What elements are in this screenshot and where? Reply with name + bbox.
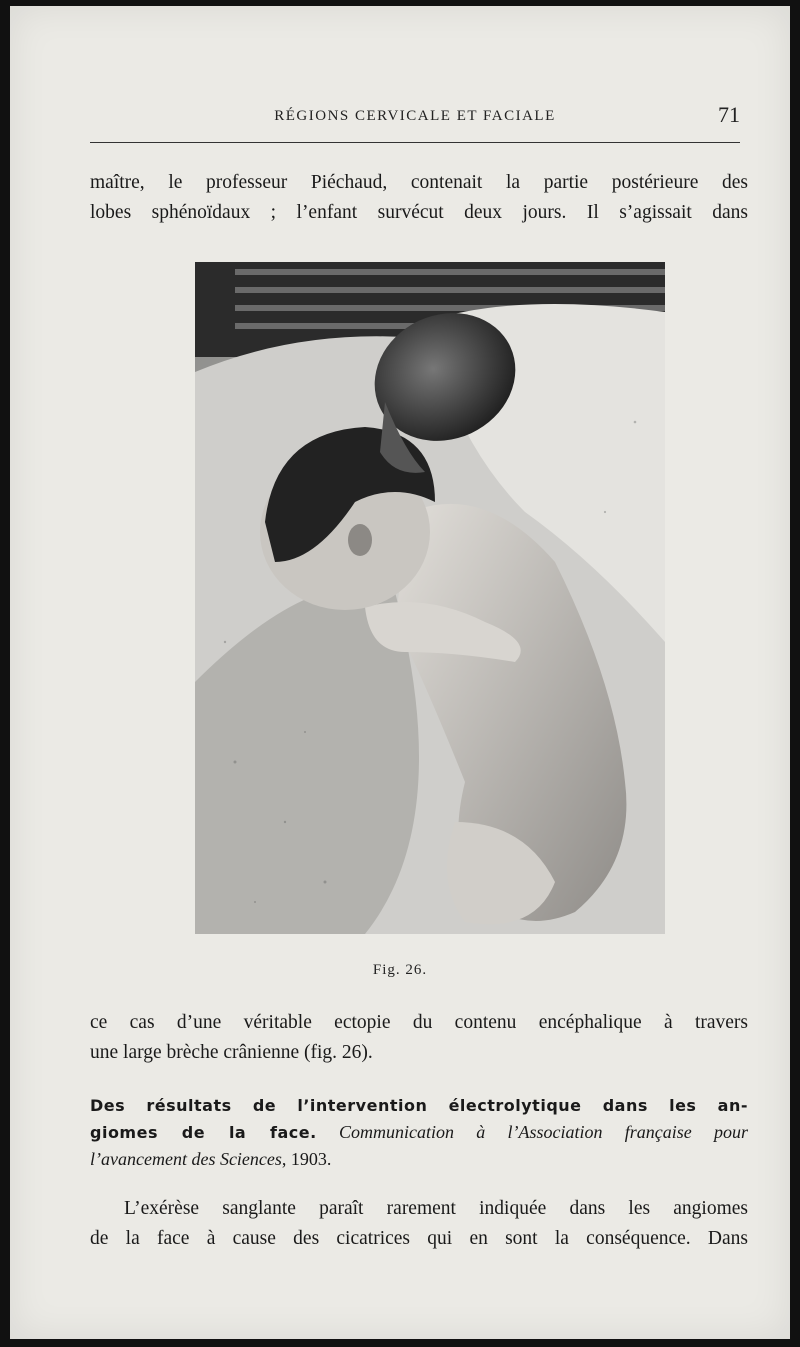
paragraph-angiomes: [90, 1194, 748, 1254]
page-header: [90, 102, 740, 143]
running-head: RÉGIONS CERVICALE ET FACIALE: [274, 108, 556, 124]
text-line: lobes sphénoïdaux ; l’enfant survécut deux jours. Il s’agissait dans: [90, 202, 748, 223]
section-title: Des résultats de l’intervention électrolytique dans les an-: [90, 1096, 748, 1115]
publication-year: , 1903.: [281, 1149, 332, 1169]
text-line: une large brèche crânienne (fig. 26).: [90, 1042, 373, 1063]
figure-photograph: [195, 262, 665, 934]
figure-caption: Fig. 26.: [372, 962, 428, 978]
paragraph-intro: [90, 168, 748, 228]
text-line: L’exérèse sanglante paraît rarement indiquée dans les angiomes: [124, 1198, 748, 1219]
section-title-cont: giomes de la face.: [90, 1123, 317, 1142]
publication-note-cont: l’avancement des Sciences: [90, 1149, 282, 1169]
photograph-infant: [195, 262, 665, 934]
publication-note: Communication à l’Association française pour: [338, 1122, 748, 1142]
text-line: de la face à cause des cicatrices qui en sont la conséquence. Dans: [90, 1228, 748, 1249]
page-number: 71: [718, 102, 740, 127]
text-line: ce cas d’une véritable ectopie du contenu encéphalique à travers: [90, 1012, 748, 1033]
text-line: maître, le professeur Piéchaud, contenait la partie postérieure des: [90, 172, 748, 193]
paragraph-continued: [90, 1008, 748, 1068]
section-heading: [90, 1092, 748, 1173]
book-page: [10, 6, 790, 1339]
